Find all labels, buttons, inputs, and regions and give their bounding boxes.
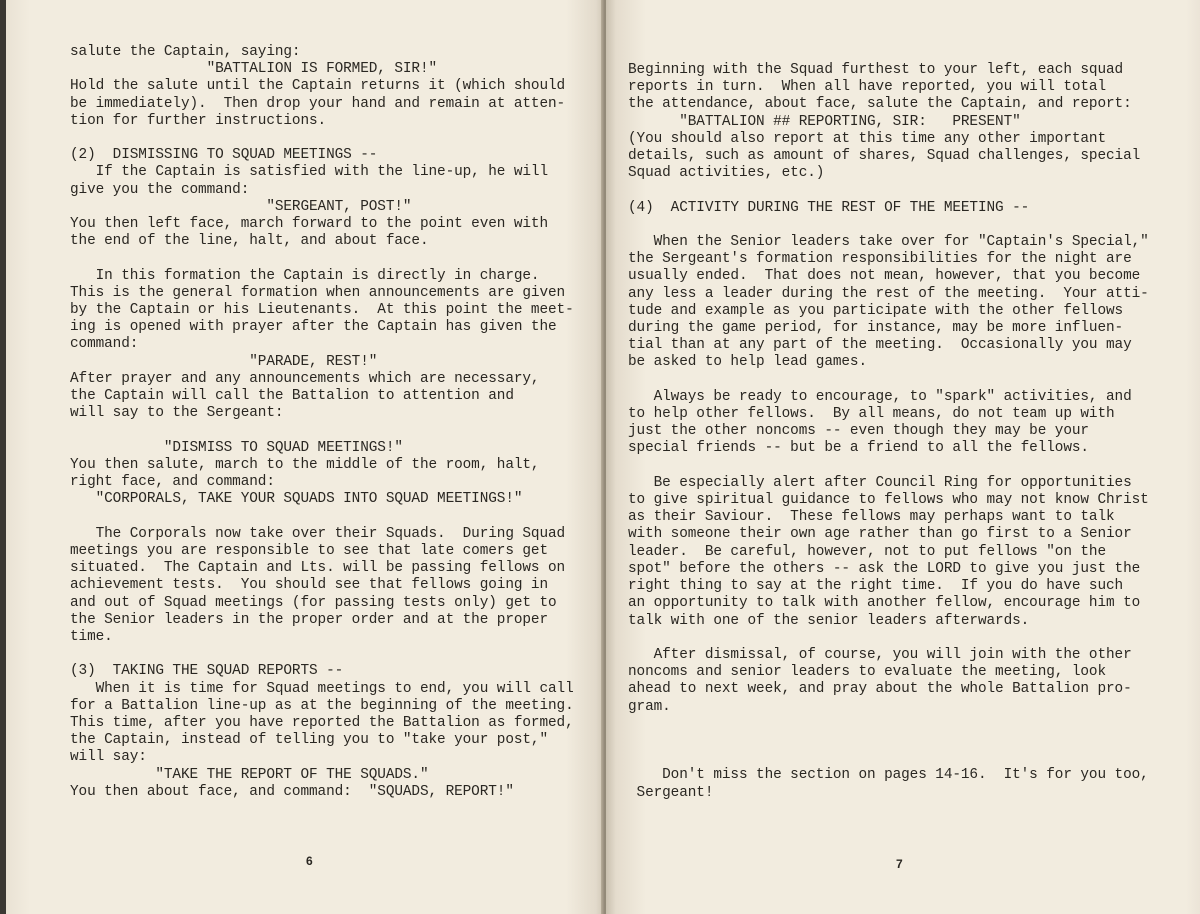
text-line: the Captain will call the Battalion to attention and (70, 388, 514, 405)
text-line: to help other fellows. By all means, do not team up with (628, 406, 1115, 423)
text-line: "DISMISS TO SQUAD MEETINGS!" (70, 439, 403, 456)
text-line: (3) TAKING THE SQUAD REPORTS -- (70, 663, 344, 680)
text-line: ahead to next week, and pray about the whole Battalion pro- (628, 681, 1132, 698)
text-line: "BATTALION ## REPORTING, SIR: PRESENT" (628, 113, 1021, 130)
text-line: Beginning with the Squad furthest to your left, each squad (628, 62, 1124, 78)
text-line: by the Captain or his Lieutenants. At this point the meet- (70, 302, 574, 319)
text-line: You then salute, march to the middle of the room, halt, (70, 456, 540, 473)
text-line: (4) ACTIVITY DURING THE REST OF THE MEETING -- (628, 199, 1030, 216)
text-line: When it is time for Squad meetings to end, you will call (70, 680, 574, 697)
text-line: salute the Captain, saying: (70, 44, 301, 60)
text-line: be immediately). Then drop your hand and remain at atten- (70, 95, 566, 112)
text-line: Don't miss the section on pages 14-16. It's for you too, (628, 767, 1149, 784)
text-line: ing is opened with prayer after the Captain has given the (70, 319, 557, 336)
text-line (628, 217, 1188, 234)
text-line: After prayer and any announcements which are necessary, (70, 370, 540, 387)
text-line: Be especially alert after Council Ring for opportunities (628, 474, 1132, 491)
text-line: You then about face, and command: "SQUADS, REPORT!" (70, 783, 514, 800)
text-line: usually ended. That does not mean, however, that you become (628, 268, 1141, 285)
text-line: the Captain, instead of telling you to "take your post," (70, 732, 549, 749)
text-line (628, 750, 1188, 767)
text-line: leader. Be careful, however, not to put fellows "on the (628, 543, 1107, 560)
text-line: the attendance, about face, salute the Captain, and report: (628, 96, 1132, 113)
text-line: give you the command: (70, 181, 250, 198)
text-line (70, 250, 595, 267)
text-line: situated. The Captain and Lts. will be passing fellows on (70, 560, 566, 577)
text-line: right thing to say at the right time. If you do have such (628, 578, 1124, 595)
text-line: time. (70, 628, 113, 645)
text-line: right face, and command: (70, 474, 275, 491)
text-line: Always be ready to encourage, to "spark" activities, and (628, 388, 1132, 405)
left-page-text (70, 44, 595, 801)
right-page-number: 7 (896, 857, 903, 871)
text-line (70, 646, 595, 663)
text-line: spot" before the others -- ask the LORD to give you just the (628, 560, 1141, 577)
text-line: "TAKE THE REPORT OF THE SQUADS." (70, 766, 429, 783)
text-line: for a Battalion line-up as at the beginning of the meeting. (70, 697, 574, 714)
text-line: Hold the salute until the Captain returns it (which should (70, 78, 566, 95)
text-line: After dismissal, of course, you will join with the other (628, 646, 1132, 663)
text-line: the end of the line, halt, and about face. (70, 233, 429, 250)
text-line: "CORPORALS, TAKE YOUR SQUADS INTO SQUAD MEETINGS!" (70, 491, 523, 508)
text-line (628, 733, 1188, 750)
text-line (628, 630, 1188, 647)
text-line: Squad activities, etc.) (628, 165, 825, 182)
text-line: Sergeant! (628, 784, 714, 801)
right-page (606, 0, 1200, 914)
text-line (628, 458, 1188, 475)
text-line: reports in turn. When all have reported, you will total (628, 79, 1107, 96)
text-line: This is the general formation when announcements are given (70, 284, 566, 301)
text-line: (2) DISMISSING TO SQUAD MEETINGS -- (70, 147, 378, 164)
text-line: as their Saviour. These fellows may perhaps want to talk (628, 509, 1115, 526)
text-line: achievement tests. You should see that fellows going in (70, 577, 549, 594)
text-line: will say: (70, 749, 147, 766)
text-line: and out of Squad meetings (for passing tests only) get to (70, 594, 557, 611)
text-line: The Corporals now take over their Squads. During Squad (70, 525, 566, 542)
text-line: talk with one of the senior leaders afterwards. (628, 612, 1030, 629)
text-line: When the Senior leaders take over for "Captain's Special," (628, 234, 1149, 251)
text-line: tude and example as you participate with the other fellows (628, 302, 1124, 319)
left-page (6, 0, 604, 914)
text-line: details, such as amount of shares, Squad challenges, special (628, 148, 1141, 165)
text-line: during the game period, for instance, may be more influen- (628, 320, 1124, 337)
text-line (628, 716, 1188, 733)
text-line: If the Captain is satisfied with the line-up, he will (70, 164, 549, 181)
text-line (70, 130, 595, 147)
text-line: gram. (628, 698, 671, 715)
text-line: will say to the Sergeant: (70, 405, 284, 422)
text-line: meetings you are responsible to see that late comers get (70, 542, 549, 559)
text-line: tion for further instructions. (70, 112, 327, 129)
text-line: In this formation the Captain is directly in charge. (70, 267, 540, 284)
text-line: You then left face, march forward to the point even with (70, 216, 549, 233)
text-line: "BATTALION IS FORMED, SIR!" (70, 61, 438, 78)
text-line (70, 422, 595, 439)
text-line: "PARADE, REST!" (70, 353, 378, 370)
text-line: (You should also report at this time any other important (628, 130, 1107, 147)
right-page-text (628, 62, 1188, 802)
text-line: any less a leader during the rest of the meeting. Your atti- (628, 285, 1149, 302)
text-line: command: (70, 336, 139, 353)
left-page-number: 6 (306, 854, 313, 868)
text-line: This time, after you have reported the Battalion as formed, (70, 714, 574, 731)
text-line: special friends -- but be a friend to all the fellows. (628, 440, 1089, 457)
text-line: tial than at any part of the meeting. Occasionally you may (628, 337, 1132, 354)
text-line: be asked to help lead games. (628, 354, 868, 371)
text-line: an opportunity to talk with another fellow, encourage him to (628, 595, 1141, 612)
text-line (628, 182, 1188, 199)
text-line: to give spiritual guidance to fellows who may not know Christ (628, 492, 1149, 509)
text-line (70, 508, 595, 525)
text-line: "SERGEANT, POST!" (70, 198, 412, 215)
text-line: with someone their own age rather than go first to a Senior (628, 526, 1132, 543)
text-line: the Sergeant's formation responsibilities for the night are (628, 251, 1132, 268)
text-line: noncoms and senior leaders to evaluate the meeting, look (628, 664, 1107, 681)
text-line (628, 372, 1188, 389)
text-line: the Senior leaders in the proper order and at the proper (70, 611, 549, 628)
text-line: just the other noncoms -- even though they may be your (628, 423, 1089, 440)
